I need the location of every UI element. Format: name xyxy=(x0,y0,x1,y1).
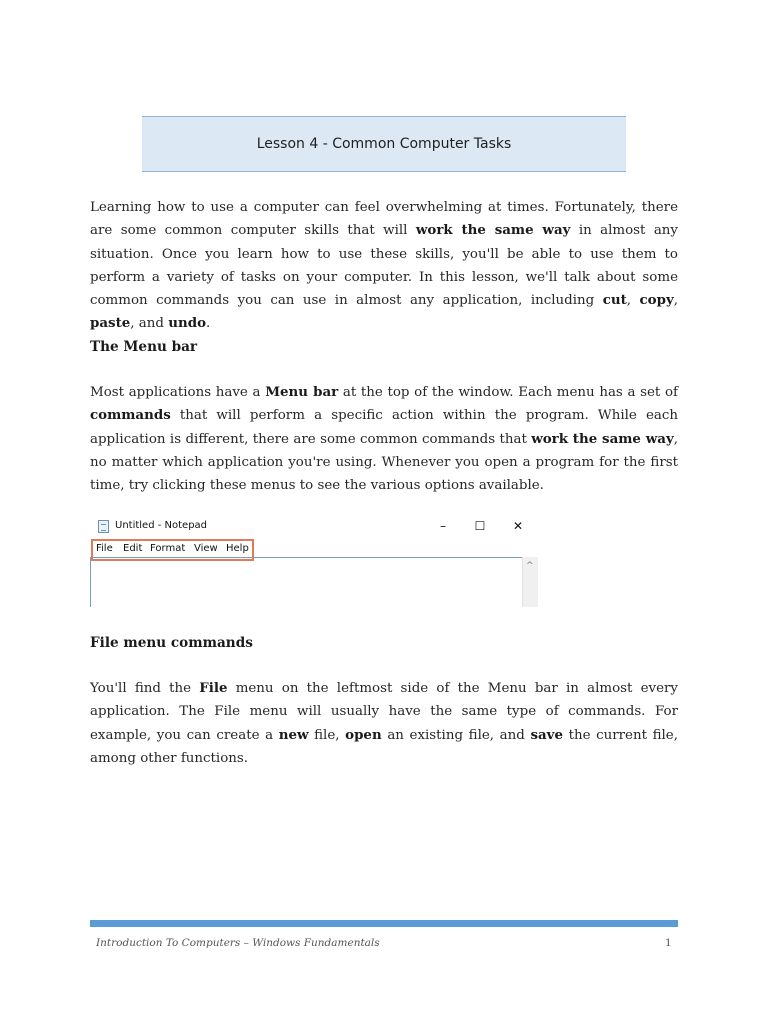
menu-text-2: at the top of the window. Each menu has a set of xyxy=(338,385,678,400)
menu-item-view[interactable]: View xyxy=(194,543,218,554)
notepad-scrollbar[interactable] xyxy=(522,557,538,607)
file-menu-heading: File menu commands xyxy=(90,635,253,651)
intro-text-5: , and xyxy=(130,316,169,332)
menu-bold-commands: commands xyxy=(90,407,171,424)
page-number: 1 xyxy=(665,937,672,949)
menu-text-3: that will perform a specific action within the program. While each application is different, there are some common commands that xyxy=(90,408,678,447)
intro-paragraph xyxy=(90,196,678,336)
file-bold-save: save xyxy=(530,726,563,743)
intro-text-3: , xyxy=(626,293,640,309)
file-bold-new: new xyxy=(278,726,309,743)
maximize-icon[interactable]: ☐ xyxy=(474,519,486,533)
file-menu-paragraph xyxy=(90,677,678,770)
file-text-1: You'll find the xyxy=(90,681,200,696)
close-icon[interactable]: ✕ xyxy=(512,519,524,533)
file-text-3: file, xyxy=(308,727,346,743)
notepad-titlebar xyxy=(90,514,538,538)
menu-bar-heading: The Menu bar xyxy=(90,339,198,355)
lesson-title-text: Lesson 4 - Common Computer Tasks xyxy=(256,136,512,152)
intro-text-4: , xyxy=(673,293,678,309)
intro-bold-copy: copy xyxy=(639,292,674,309)
menu-item-help[interactable]: Help xyxy=(226,543,249,554)
menu-bar-paragraph xyxy=(90,381,678,497)
notepad-screenshot xyxy=(90,514,538,607)
intro-bold-same-way: work the same way xyxy=(415,222,571,239)
scroll-up-icon[interactable]: ^ xyxy=(526,561,534,571)
menu-item-edit[interactable]: Edit xyxy=(123,543,143,554)
footer-rule xyxy=(90,920,678,927)
file-text-2: menu on the leftmost side of the Menu bar in almost every application. The File menu will usually have the same type of commands. For example, you can create a xyxy=(90,681,678,743)
file-bold-file: File xyxy=(199,680,228,696)
menu-item-file[interactable]: File xyxy=(96,543,113,554)
menu-bold-same-way: work the same way xyxy=(531,430,674,447)
notepad-window-title: Untitled - Notepad xyxy=(115,520,208,531)
file-text-4: an existing file, and xyxy=(381,727,531,743)
intro-bold-paste: paste xyxy=(90,315,131,332)
file-text-5: the current file, among other functions. xyxy=(90,727,678,766)
footer-doc-title: Introduction To Computers – Windows Fundamentals xyxy=(96,937,380,949)
lesson-title xyxy=(142,116,626,172)
intro-text-6: . xyxy=(206,316,211,332)
notepad-text-area[interactable] xyxy=(90,557,538,607)
menu-bold-menu-bar: Menu bar xyxy=(265,384,339,400)
intro-text-2: in almost any situation. Once you learn how to use these skills, you'll be able to use them to perform a variety of tasks on your computer. In this lesson, we'll talk about some common commands you can use in almost any application, including xyxy=(90,223,678,309)
menu-text-1: Most applications have a xyxy=(90,385,266,400)
intro-bold-undo: undo xyxy=(168,315,207,332)
intro-text-1: Learning how to use a computer can feel overwhelming at times. Fortunately, there are some common computer skills that will xyxy=(90,200,678,239)
intro-bold-cut: cut xyxy=(602,292,627,309)
file-bold-open: open xyxy=(345,726,382,743)
menu-item-format[interactable]: Format xyxy=(150,543,186,554)
notepad-app-icon xyxy=(98,520,109,533)
menu-text-4: , no matter which application you're using. Whenever you open a program for the first time, try clicking these menus to see the various options available. xyxy=(90,431,678,494)
minimize-icon[interactable]: – xyxy=(440,519,446,533)
